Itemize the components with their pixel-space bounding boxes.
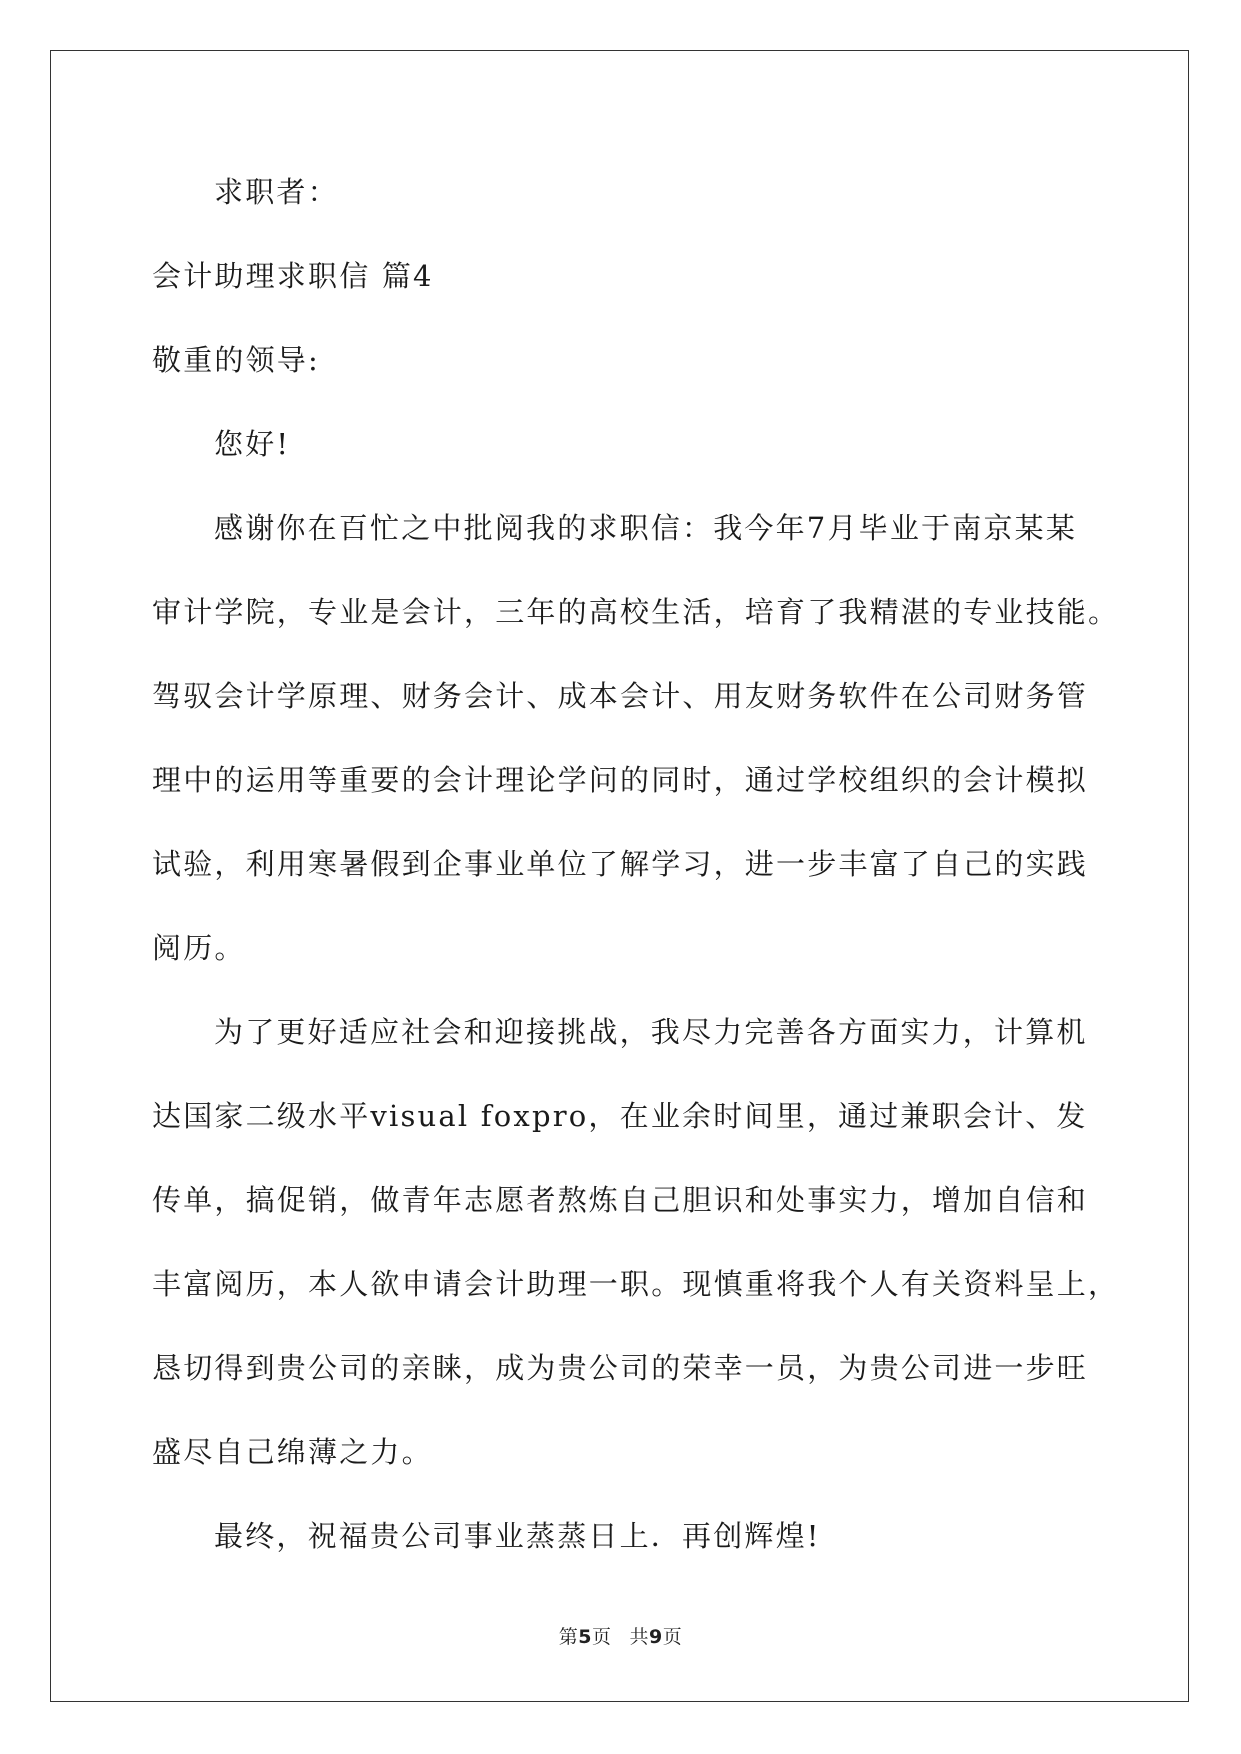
salutation: 敬重的领导: [152,343,320,377]
paragraph-line: 驾驭会计学原理、财务会计、成本会计、用友财务软件在公司财务管 [152,679,1089,713]
paragraph-line: 感谢你在百忙之中批阅我的求职信：我今年7月毕业于南京某某 [214,511,1078,545]
page-footer [0,1622,1241,1649]
paragraph-line: 恳切得到贵公司的亲睐，成为贵公司的荣幸一员，为贵公司进一步旺 [152,1351,1089,1385]
paragraph-line: 为了更好适应社会和迎接挑战，我尽力完善各方面实力，计算机 [214,1015,1088,1049]
paragraph-line: 审计学院，专业是会计，三年的高校生活，培育了我精湛的专业技能。 [152,595,1120,629]
paragraph-line: 试验，利用寒暑假到企事业单位了解学习，进一步丰富了自己的实践 [152,847,1089,881]
paragraph-line: 理中的运用等重要的会计理论学问的同时，通过学校组织的会计模拟 [152,763,1089,797]
page-prefix: 第 [558,1626,579,1648]
total-prefix: 共 [629,1626,650,1648]
page-current: 5 [578,1626,592,1648]
section-heading: 会计助理求职信 篇4 [152,259,434,293]
signature-label: 求职者： [214,175,339,209]
paragraph-line: 阅历。 [152,931,246,965]
paragraph-line: 盛尽自己绵薄之力。 [152,1435,433,1469]
total-suffix: 页 [662,1626,683,1648]
page-total: 9 [649,1626,663,1648]
closing-line: 最终，祝福贵公司事业蒸蒸日上．再创辉煌! [214,1519,821,1553]
paragraph-line: 丰富阅历，本人欲申请会计助理一职。现慎重将我个人有关资料呈上， [152,1267,1120,1301]
page-suffix: 页 [591,1626,612,1648]
paragraph-line: 达国家二级水平visual foxpro，在业余时间里，通过兼职会计、发 [152,1099,1088,1133]
paragraph-line: 传单，搞促销，做青年志愿者熬炼自己胆识和处事实力，增加自信和 [152,1183,1089,1217]
greeting: 您好! [214,427,291,461]
